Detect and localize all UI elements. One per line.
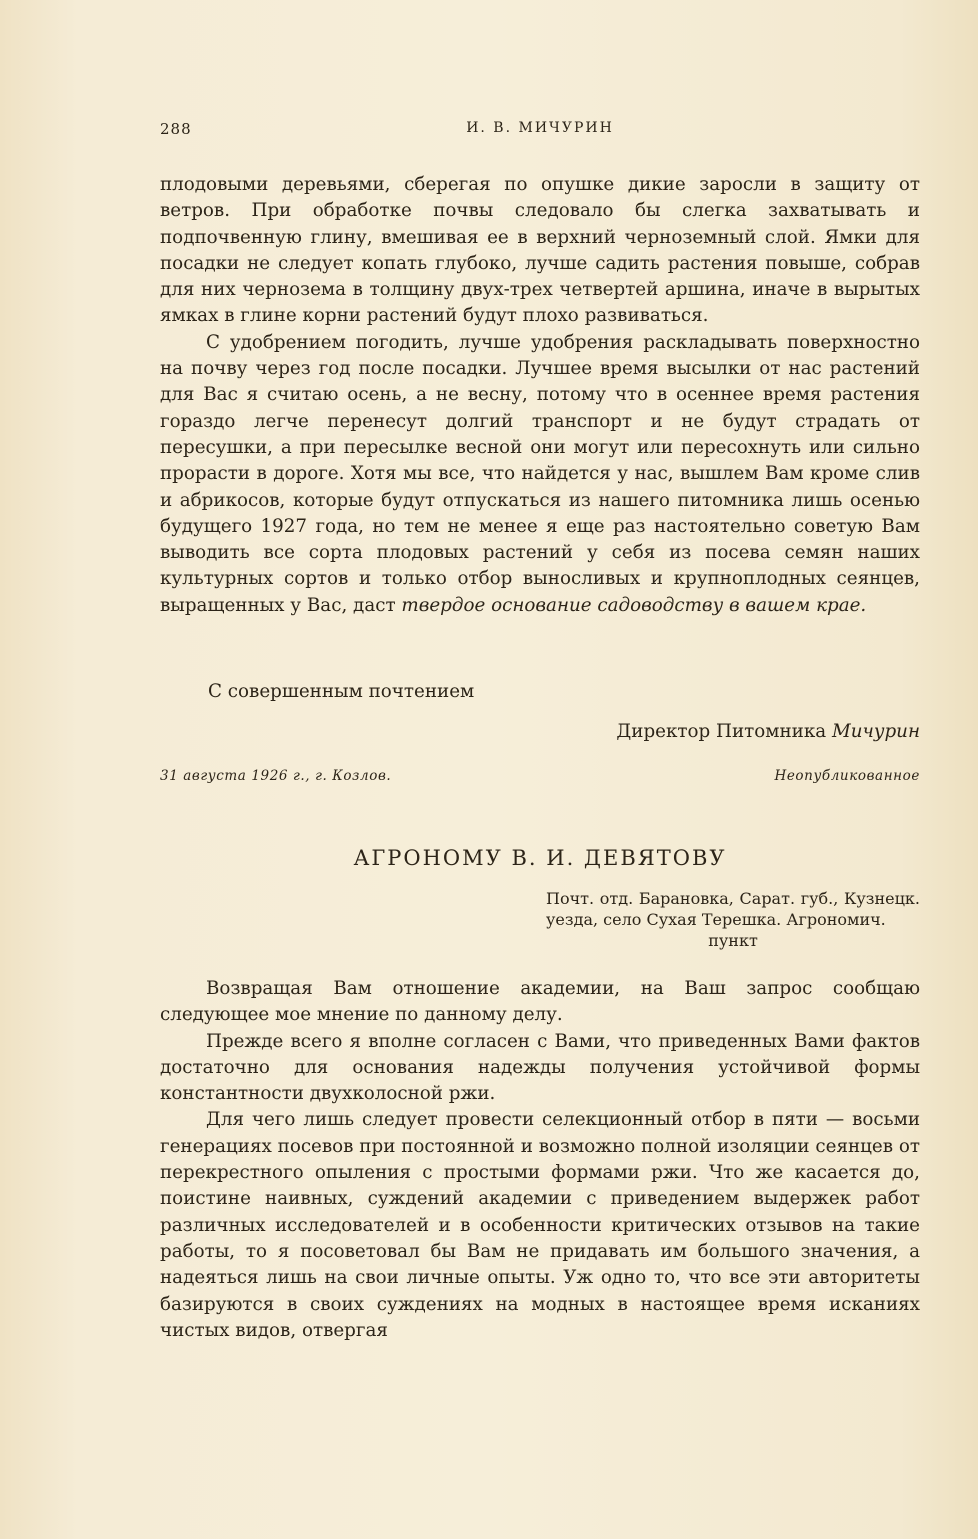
letter2-title: АГРОНОМУ В. И. ДЕВЯТОВУ <box>353 846 727 870</box>
address-main: Почт. отд. Барановка, Сарат. губ., Кузнецк. уезда, село Сухая Терешка. Агрономич. <box>546 889 920 929</box>
closing-salutation: С совершенным почтением <box>208 681 475 702</box>
letter2-paragraph-1: Возвращая Вам отношение академии, на Ваш запрос сообщаю следующее мое мнение по данному делу. <box>160 978 920 1026</box>
letter1-paragraph-2-italic: твердое основание садоводству в вашем крае. <box>401 594 867 616</box>
running-head: И. В. МИЧУРИН <box>466 120 614 136</box>
letter2-body <box>160 976 920 1344</box>
letter1-body <box>160 172 920 619</box>
page-header <box>160 120 920 144</box>
letter-date: 31 августа 1926 г., г. Козлов. <box>160 768 392 784</box>
publication-status: Неопубликованное <box>774 768 920 784</box>
letter1-paragraph-2 <box>160 330 920 619</box>
signature-title: Директор Питомника <box>616 721 827 742</box>
signature-name: Мичурин <box>832 721 920 742</box>
letter2-address <box>546 888 920 951</box>
letter1-paragraph-2-text: С удобрением погодить, лучше удобрения раскладывать поверхностно на почву через год после посадки. Лучшее время высылки от нас растений для Вас я считаю осень, а не весну, потому что в осеннее время растения гораздо легче перенесут долгий транспорт и не будут страдать от пересушки, а при пересылке весной они могут или пересохнуть или сильно прорасти в дороге. Хотя мы все, что найдется у нас, вышлем Вам кроме слив и абрикосов, которые будут отпускаться из нашего питомника лишь осенью будущего 1927 года, но тем не менее я еще раз настоятельно советую Вам выводить все сорта плодовых растений у себя из посева семян наших культурных сортов и только отбор выносливых и крупноплодных сеянцев, выращенных у Вас, даст <box>160 331 920 616</box>
address-last: пункт <box>708 931 758 950</box>
letter2-paragraph-3: Для чего лишь следует провести селекционный отбор в пяти — восьми генерациях посевов при постоянной и возможно полной изоляции сеянцев от перекрестного опыления с простыми формами ржи. Что же касается до, поистине наивных, суждений академии с приведением выдержек работ различных исследователей и в особенности критических отзывов на такие работы, то я посоветовал бы Вам не придавать им большого значения, а надеяться лишь на свои личные опыты. Уж одно то, что все эти авторитеты базируются в своих суждениях на модных в настоящее время исканиях чистых видов, отвергая <box>160 1109 920 1341</box>
signature <box>616 721 920 742</box>
letter2-paragraph-2: Прежде всего я вполне согласен с Вами, что приведенных Вами фактов достаточно для основания надежды получения устойчивой формы константности двухколосной ржи. <box>160 1030 920 1105</box>
page-number: 288 <box>160 120 192 138</box>
letter1-paragraph-1: плодовыми деревьями, сберегая по опушке дикие заросли в защиту от ветров. При обработке почвы следовало бы слегка захватывать и подпочвенную глину, вмешивая ее в верхний черноземный слой. Ямки для посадки не следует копать глубоко, лучше садить растения повыше, собрав для них чернозема в толщину двух-трех четвертей аршина, иначе в вырытых ямках в глине корни растений будут плохо развиваться. <box>160 174 920 327</box>
